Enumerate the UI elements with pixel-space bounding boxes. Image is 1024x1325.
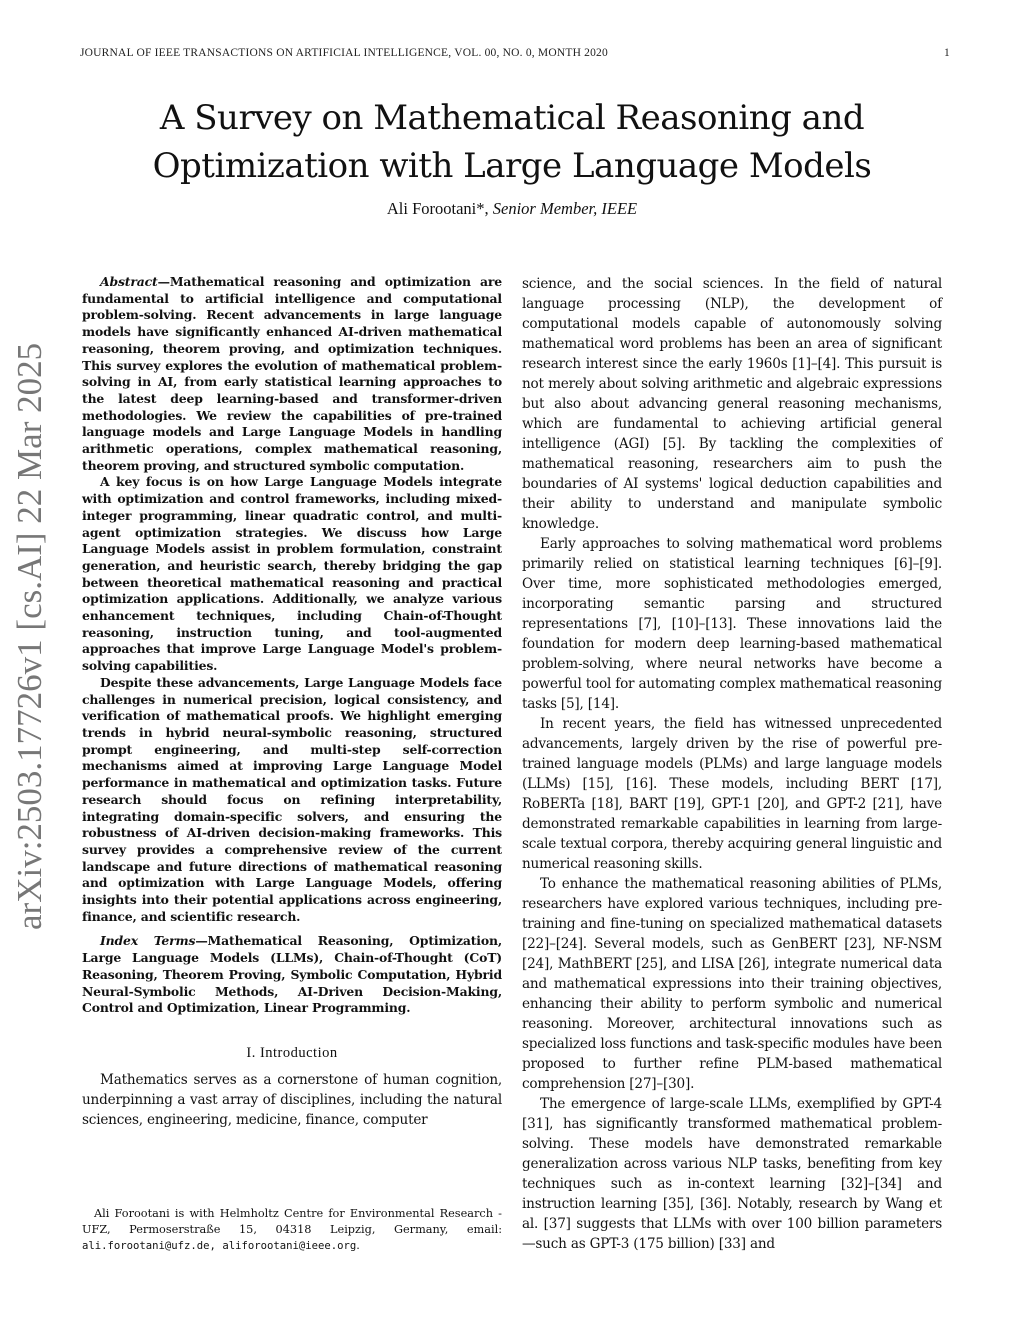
title-line-1: A Survey on Mathematical Reasoning and — [159, 98, 865, 138]
abstract-paragraph-3: Despite these advancements, Large Language Models face challenges in numerical precision, logical consistency, and verification of mathematical proofs. We highlight emerging trends in hybrid neural-symbolic reasoning, structured prompt engineering, and multi-step self-correction mechanisms aimed at improving Large Language Model performance in mathematical and optimization tasks. Future research should focus on refining interpretability, integrating domain-specific solvers, and ensuring the robustness of AI-driven decision-making frameworks. This survey provides a comprehensive review of the current landscape and future directions of mathematical reasoning and optimization with Large Language Models, offering insights into their potential applications across engineering, finance, and scientific research. — [82, 674, 502, 924]
footnote-paragraph — [82, 1206, 502, 1254]
journal-header: JOURNAL OF IEEE TRANSACTIONS ON ARTIFICIAL INTELLIGENCE, VOL. 00, NO. 0, MONTH 2020 — [80, 47, 608, 59]
page-number: 1 — [944, 47, 950, 59]
intro-left-text — [82, 1070, 502, 1130]
title-line-2: Optimization with Large Language Models — [152, 146, 872, 186]
arxiv-stamp[interactable]: arXiv:2503.17726v1 [cs.AI] 22 Mar 2025 — [10, 342, 49, 930]
right-column — [522, 274, 942, 1254]
intro-paragraph-1: Mathematics serves as a cornerstone of human cognition, underpinning a vast array of disciplines, including the natural sciences, engineering, medicine, finance, computer — [82, 1071, 502, 1128]
index-terms — [82, 933, 502, 1017]
left-column — [82, 274, 502, 1130]
intro-paragraph-continued: science, and the social sciences. In the field of natural language processing (NLP), the development of computational models capable of autonomously solving mathematical word problems has been an area of significant research interest since the early 1960s [1]–[4]. This pursuit is not merely about solving arithmetic and algebraic expressions but also about advancing general reasoning mechanisms, which are fundamental to achieving artificial general intelligence (AGI) [5]. By tackling the complexities of mathematical reasoning, researchers aim to push the boundaries of AI systems' logical deduction capabilities and their ability to understand and manipulate symbolic knowledge. — [522, 276, 942, 532]
author-line — [80, 199, 944, 219]
paper-title — [80, 94, 944, 190]
intro-paragraph-5: The emergence of large-scale LLMs, exemplified by GPT-4 [31], has significantly transformed mathematical problem-solving. These models have demonstrated remarkable generalization across various NLP tasks, benefiting from key techniques such as in-context learning [32]–[34] and instruction learning [35], [36]. Notably, research by Wang et al. [37] suggests that LLMs with over 100 billion parameters—such as GPT-3 (175 billion) [33] and — [522, 1096, 942, 1252]
intro-paragraph-4: To enhance the mathematical reasoning abilities of PLMs, researchers have explored various techniques, including pre-training and fine-tuning on specialized mathematical datasets [22]–[24]. Several models, such as GenBERT [23], NF-NSM [24], MathBERT [25], and LISA [26], integrate numerical data and mathematical expressions into their training objectives, enhancing their ability to perform symbolic and numerical reasoning. Moreover, architectural innovations such as specialized loss functions and task-specific modules have been proposed to further refine PLM-based mathematical comprehension [27]–[30]. — [522, 876, 943, 1092]
index-terms-paragraph — [82, 933, 502, 1017]
intro-right-text — [522, 274, 942, 1254]
index-terms-label: Index Terms — [100, 933, 196, 949]
abstract — [82, 274, 502, 925]
section-heading-introduction: I. Introduction — [246, 1044, 338, 1061]
abstract-paragraph-1 — [82, 274, 502, 474]
intro-paragraph-2: Early approaches to solving mathematical word problems primarily relied on statistical learning techniques [6]–[9]. Over time, more sophisticated methodologies emerged, incorporating semantic parsing and structured representations [7], [10]–[13]. These innovations laid the foundation for modern deep learning-based mathematical problem-solving, where neural networks have become a powerful tool for automating complex mathematical reasoning tasks [5], [14]. — [522, 536, 942, 712]
author-name: Ali Forootani*, — [386, 199, 489, 218]
abstract-paragraph-2: A key focus is on how Large Language Models integrate with optimization and control frameworks, including mixed-integer programming, linear quadratic control, and multi-agent optimization strategies. We discuss how Large Language Models assist in problem formulation, constraint generation, and heuristic search, thereby bridging the gap between theoretical mathematical reasoning and practical optimization applications. Additionally, we analyze various enhancement techniques, including Chain-of-Thought reasoning, instruction tuning, and tool-augmented approaches that improve Large Language Model's problem-solving capabilities. — [82, 474, 502, 674]
footnote-emails[interactable]: ali.forootani@ufz.de, aliforootani@ieee.org — [82, 1239, 357, 1252]
author-footnote — [82, 1206, 502, 1254]
footnote-text: Ali Forootani is with Helmholtz Centre for Environmental Research - UFZ, Permoserstraße 15, 04318 Leipzig, Germany, email: — [82, 1207, 502, 1236]
index-terms-text: —Mathematical Reasoning, Optimization, Large Language Models (LLMs), Chain-of-Thought (CoT) Reasoning, Theorem Proving, Symbolic Computation, Hybrid Neural-Symbolic Methods, AI-Driven Decision-Making, Control and Optimization, Linear Programming. — [82, 933, 502, 1016]
running-head — [80, 47, 950, 59]
author-role: Senior Member, IEEE — [492, 199, 638, 218]
abstract-label: Abstract — [100, 274, 158, 289]
intro-paragraph-3: In recent years, the field has witnessed unprecedented advancements, largely driven by the rise of powerful pre-trained language models (PLMs) and large language models (LLMs) [15], [16]. These models, including BERT [17], RoBERTa [18], BART [19], GPT-1 [20], and GPT-2 [21], have demonstrated remarkable capabilities in learning from large-scale textual corpora, thereby acquiring general linguistic and numerical reasoning skills. — [522, 716, 942, 872]
footnote-end: . — [356, 1238, 360, 1252]
abstract-text-1: —Mathematical reasoning and optimization are fundamental to artificial intelligence and computational problem-solving. Recent advancements in large language models have significantly enhanced AI-driven mathematical reasoning, theorem proving, and optimization techniques. This survey explores the evolution of mathematical problem-solving in AI, from early statistical learning approaches to the latest deep learning-based and transformer-driven methodologies. We review the capabilities of pre-trained language models and Large Language Models in handling arithmetic operations, complex mathematical reasoning, theorem proving, and structured symbolic computation. — [82, 274, 502, 473]
